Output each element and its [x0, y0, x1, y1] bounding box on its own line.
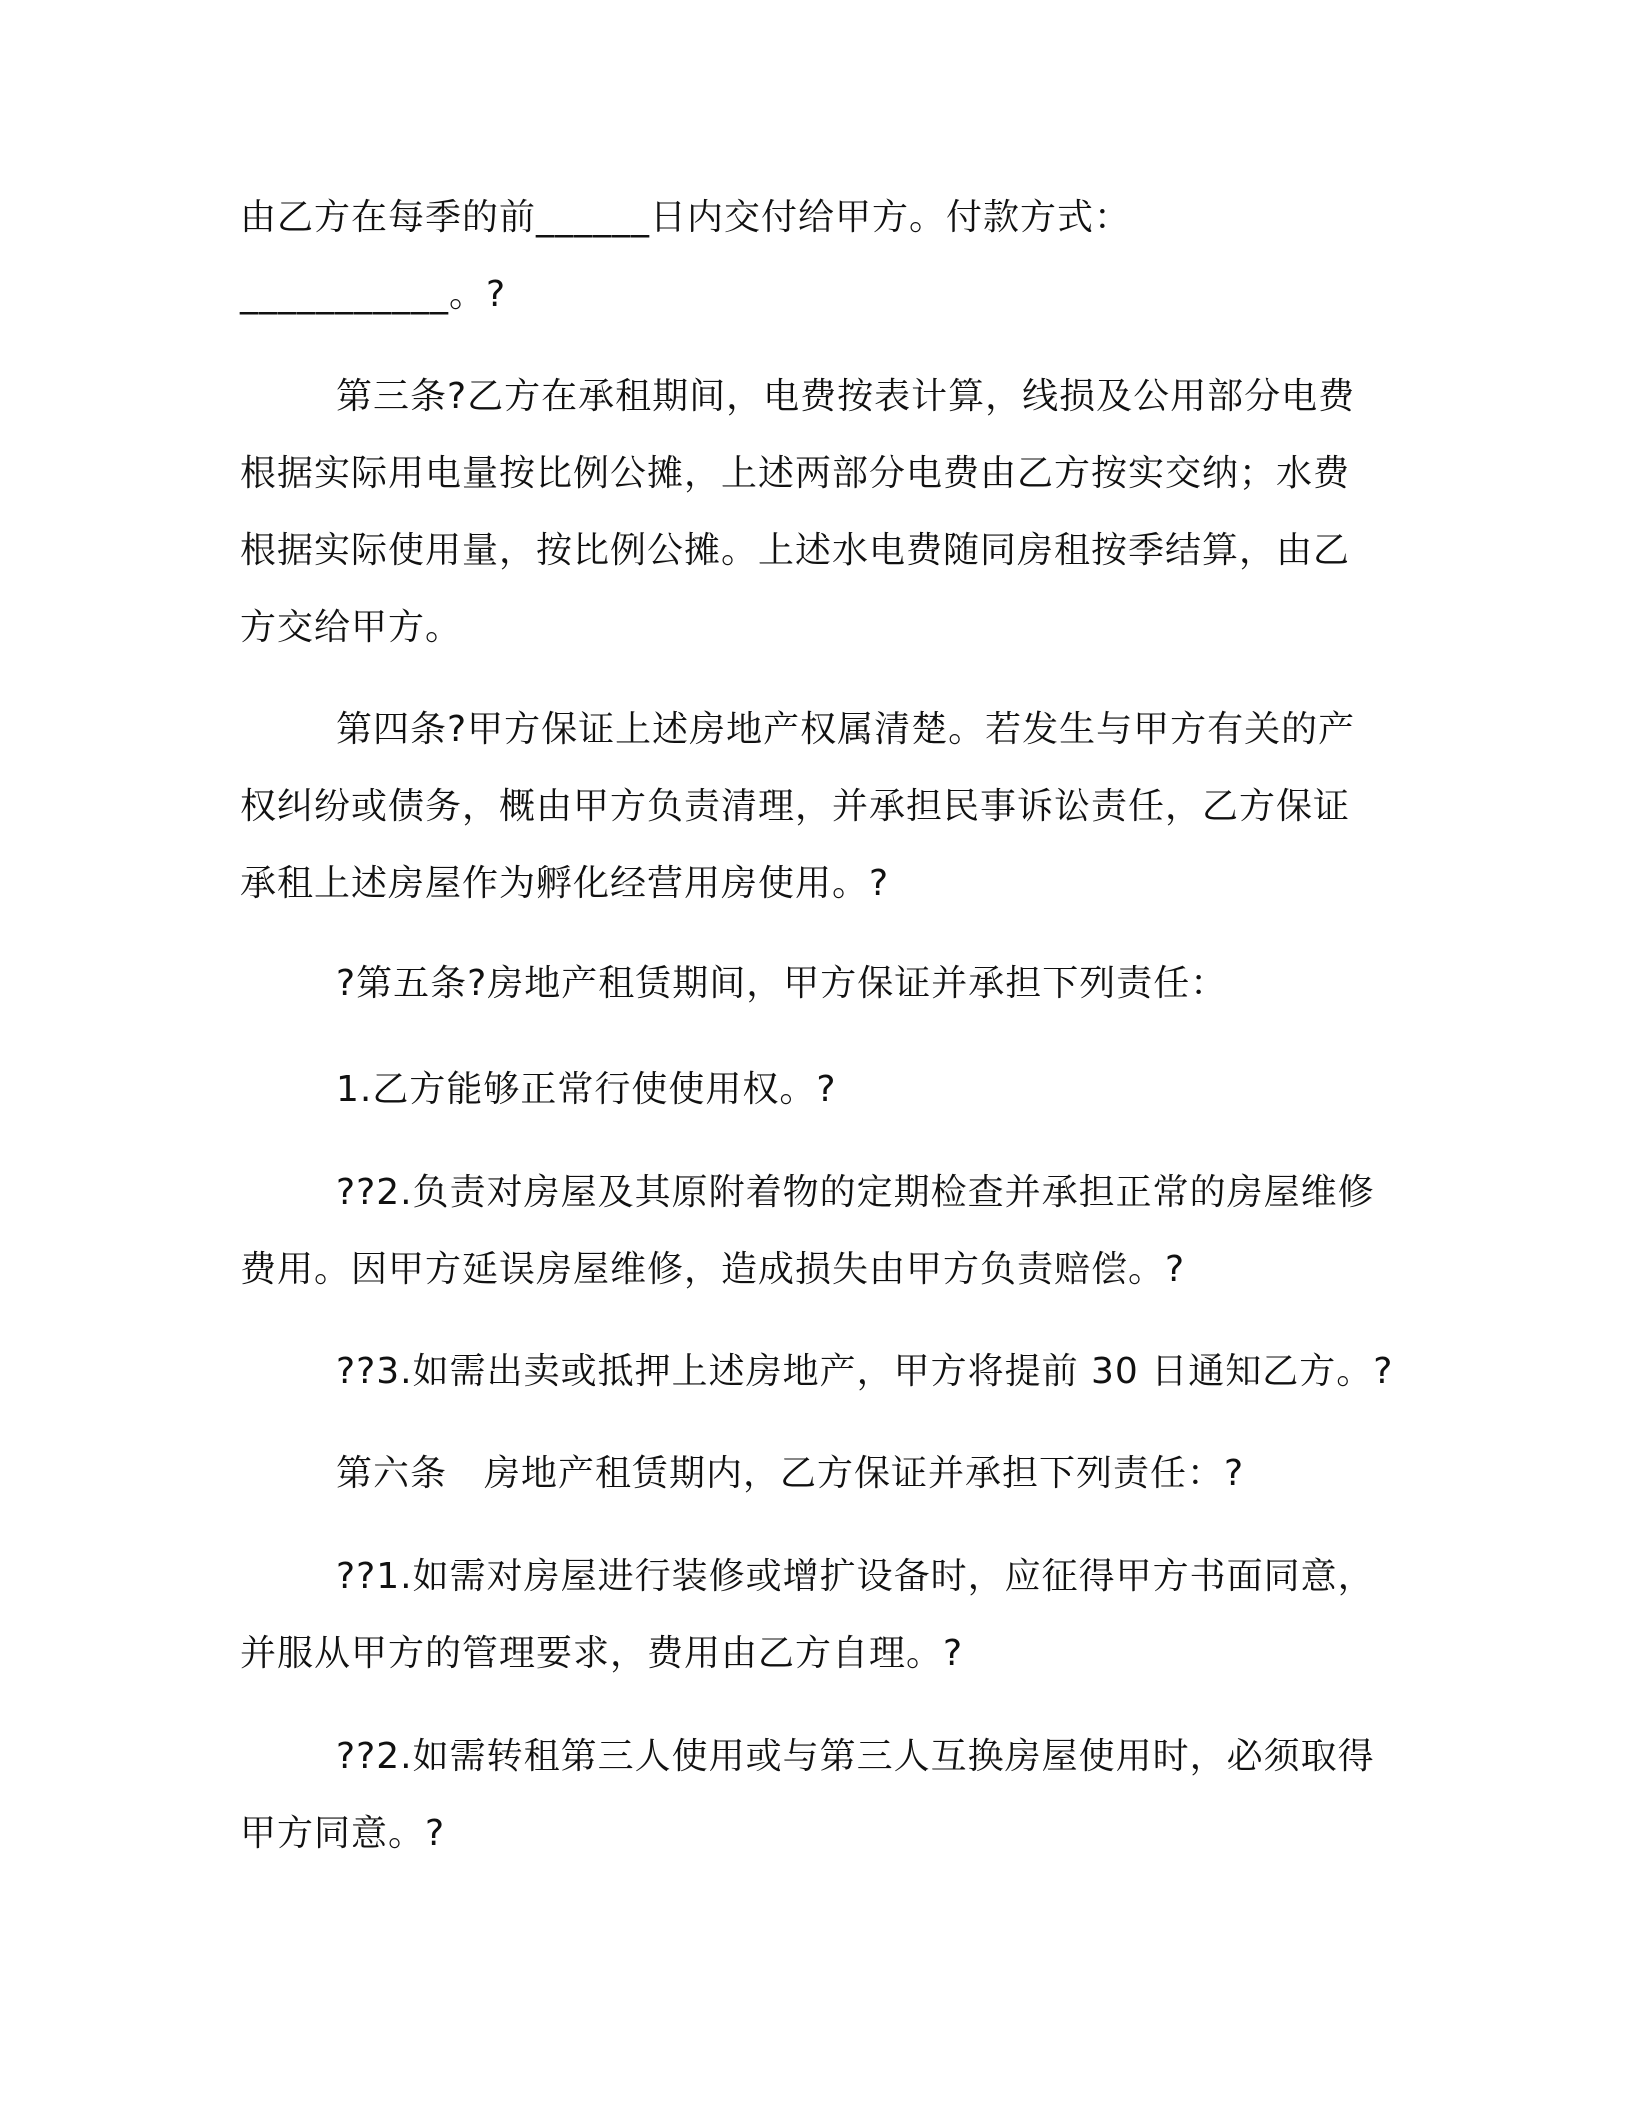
text-line: ??3.如需出卖或抵押上述房地产，甲方将提前 30 日通知乙方。?: [336, 1351, 1394, 1392]
text-line: 第六条 房地产租赁期内，乙方保证并承担下列责任：?: [336, 1453, 1245, 1494]
text-line: 费用。因甲方延误房屋维修，造成损失由甲方负责赔偿。?: [240, 1249, 1186, 1290]
text-line: 根据实际用电量按比例公摊，上述两部分电费由乙方按实交纳；水费: [240, 453, 1351, 494]
text-line: 由乙方在每季的前______日内交付给甲方。付款方式：: [240, 197, 1132, 238]
text-line: 第四条?甲方保证上述房地产权属清楚。若发生与甲方有关的产: [336, 709, 1356, 750]
text-line: 第三条?乙方在承租期间，电费按表计算，线损及公用部分电费: [336, 376, 1356, 417]
text-line: 甲方同意。?: [240, 1813, 446, 1854]
text-line: ?第五条?房地产租赁期间，甲方保证并承担下列责任：: [336, 963, 1228, 1004]
text-line: 根据实际使用量，按比例公摊。上述水电费随同房租按季结算，由乙: [240, 530, 1351, 571]
text-line: 并服从甲方的管理要求，费用由乙方自理。?: [240, 1633, 964, 1674]
text-line: 1.乙方能够正常行使使用权。?: [336, 1069, 837, 1110]
text-line: ??2.如需转租第三人使用或与第三人互换房屋使用时，必须取得: [336, 1736, 1375, 1777]
text-line: ___________。?: [240, 274, 507, 315]
text-line: 承租上述房屋作为孵化经营用房使用。?: [240, 863, 890, 904]
text-line: ??1.如需对房屋进行装修或增扩设备时，应征得甲方书面同意，: [336, 1556, 1375, 1597]
text-line: 权纠纷或债务，概由甲方负责清理，并承担民事诉讼责任，乙方保证: [240, 786, 1351, 827]
text-line: ??2.负责对房屋及其原附着物的定期检查并承担正常的房屋维修: [336, 1172, 1375, 1213]
text-line: 方交给甲方。: [240, 607, 463, 648]
